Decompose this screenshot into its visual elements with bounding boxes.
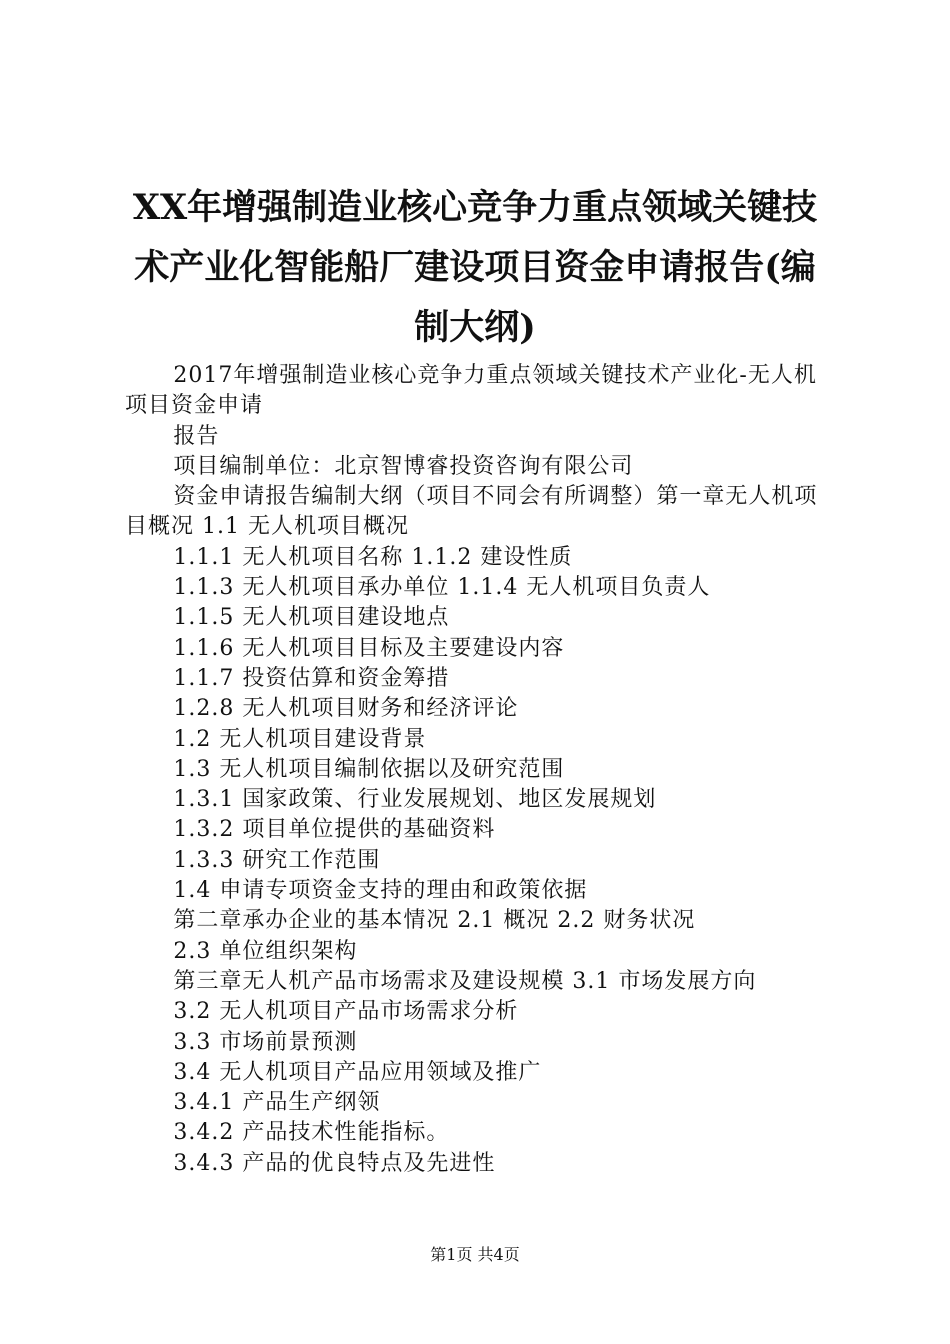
paragraph: 1.4 申请专项资金支持的理由和政策依据: [173, 878, 588, 904]
paragraph: 1.1.7 投资估算和资金筹措: [173, 665, 450, 691]
paragraph: 2.3 单位组织架构: [173, 938, 358, 964]
page-footer: 第1页 共4页: [430, 1245, 520, 1264]
paragraph: 3.4.2 产品技术性能指标。: [173, 1120, 450, 1146]
document-body: [125, 361, 830, 1179]
paragraph: 1.1.1 无人机项目名称 1.1.2 建设性质: [173, 544, 573, 570]
document-title: XX年增强制造业核心竞争力重点领域关键技术产业化智能船厂建设项目资金申请报告(编制大纲): [132, 187, 818, 348]
paragraph: 1.2 无人机项目建设背景: [173, 726, 427, 752]
paragraph: 1.3.3 研究工作范围: [173, 847, 381, 873]
paragraph: 项目编制单位：北京智博睿投资咨询有限公司: [173, 453, 634, 479]
paragraph: 资金申请报告编制大纲（项目不同会有所调整）第一章无人机项目概况 1.1 无人机项目概况: [125, 484, 818, 540]
paragraph: 2017年增强制造业核心竞争力重点领域关键技术产业化-无人机项目资金申请: [125, 363, 817, 419]
paragraph: 第二章承办企业的基本情况 2.1 概况 2.2 财务状况: [173, 908, 696, 934]
paragraph: 1.3.2 项目单位提供的基础资料: [173, 817, 496, 843]
paragraph: 1.1.3 无人机项目承办单位 1.1.4 无人机项目负责人: [173, 575, 711, 601]
paragraph: 1.3 无人机项目编制依据以及研究范围: [173, 756, 565, 782]
paragraph: 1.2.8 无人机项目财务和经济评论: [173, 696, 519, 722]
paragraph: 第三章无人机产品市场需求及建设规模 3.1 市场发展方向: [173, 968, 757, 994]
paragraph: 3.3 市场前景预测: [173, 1029, 358, 1055]
paragraph: 1.1.5 无人机项目建设地点: [173, 605, 450, 631]
paragraph: 3.4 无人机项目产品应用领域及推广: [173, 1059, 542, 1085]
paragraph: 1.3.1 国家政策、行业发展规划、地区发展规划: [173, 787, 657, 813]
paragraph: 3.4.3 产品的优良特点及先进性: [173, 1150, 496, 1176]
paragraph: 1.1.6 无人机项目目标及主要建设内容: [173, 635, 565, 661]
paragraph: 3.2 无人机项目产品市场需求分析: [173, 999, 519, 1025]
paragraph: 报告: [173, 423, 220, 449]
paragraph: 3.4.1 产品生产纲领: [173, 1090, 381, 1116]
